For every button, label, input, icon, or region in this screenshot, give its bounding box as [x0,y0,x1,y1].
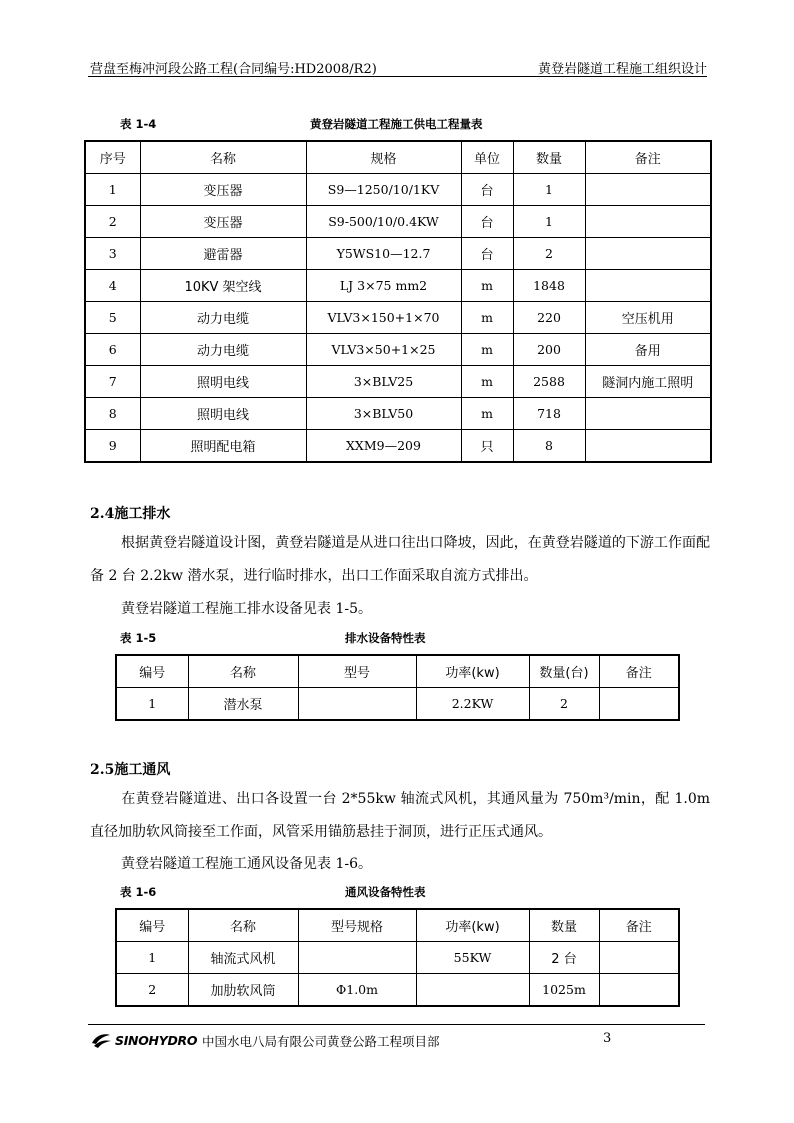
table-cell: 照明电线 [140,366,306,398]
table-cell: 动力电缆 [140,334,306,366]
drainage-paragraph [90,527,710,593]
paragraph-text: 黄登岩隧道工程施工通风设备见表 1-6。 [121,856,372,872]
col-header: 规格 [306,141,461,174]
table-cell: m [461,366,513,398]
drainage-reference-paragraph [90,593,710,626]
table-row [85,334,711,366]
table-cell: m [461,302,513,334]
table-cell: 台 [461,206,513,238]
table-cell: m [461,270,513,302]
table-header-row [85,141,711,174]
table-cell: 220 [513,302,585,334]
section-number: 2.4 [90,506,115,522]
table-cell: 1 [85,174,140,206]
table-cell: 照明电线 [140,398,306,430]
table-cell: 8 [85,398,140,430]
table-cell: 备用 [585,334,711,366]
table-cell [585,238,711,270]
table-row [85,174,711,206]
power-supply-table [84,140,712,463]
ventilation-reference-paragraph [90,848,710,881]
paragraph-text: 黄登岩隧道工程施工排水设备见表 1-5。 [121,601,372,617]
table-cell [585,270,711,302]
table-row [116,942,679,974]
table-cell [585,430,711,463]
table-row [85,302,711,334]
drainage-equipment-table [115,654,680,721]
table-cell: 变压器 [140,206,306,238]
table-cell: S9-500/10/0.4KW [306,206,461,238]
col-header: 数量 [529,909,599,942]
table-row [85,430,711,463]
table-cell: 4 [85,270,140,302]
table-header-row [116,909,679,942]
table-cell [298,688,416,721]
table-cell: 3 [85,238,140,270]
table4-label: 表 1-4 [120,117,157,131]
col-header: 备注 [599,655,679,688]
col-header: 编号 [116,909,188,942]
col-header: 名称 [140,141,306,174]
table-cell: 200 [513,334,585,366]
table-cell [585,398,711,430]
footer-divider [88,1024,705,1025]
table-cell: 空压机用 [585,302,711,334]
table-cell: 1 [116,942,188,974]
table6-title: 通风设备特性表 [345,885,426,899]
header-divider [88,76,707,77]
table-cell: 只 [461,430,513,463]
sinohydro-logo [90,1030,200,1050]
table-cell: 2 [529,688,599,721]
table-cell [599,974,679,1007]
table-cell: XXM9—209 [306,430,461,463]
table-cell: 台 [461,238,513,270]
ventilation-paragraph [90,783,710,849]
table-cell: 2 [513,238,585,270]
table-row [116,688,679,721]
table-cell: m [461,398,513,430]
col-header: 型号 [298,655,416,688]
col-header: 功率(kw) [416,655,529,688]
table-cell: 10KV 架空线 [140,270,306,302]
table-row [85,366,711,398]
table-cell: 6 [85,334,140,366]
col-header: 名称 [188,655,298,688]
table-cell: S9—1250/10/1KV [306,174,461,206]
col-header: 编号 [116,655,188,688]
logo-wordmark: SINOHYDRO [115,1032,198,1048]
table-cell: 加肋软风筒 [188,974,298,1007]
table-cell: 1 [116,688,188,721]
table-cell: 隧洞内施工照明 [585,366,711,398]
table-cell: Y5WS10—12.7 [306,238,461,270]
table-cell: 1848 [513,270,585,302]
table-header-row [116,655,679,688]
table-cell: m [461,334,513,366]
table-cell: VLV3×50+1×25 [306,334,461,366]
table-cell: VLV3×150+1×70 [306,302,461,334]
paragraph-text: 在黄登岩隧道进、出口各设置一台 2*55kw 轴流式风机，其通风量为 750m³/min，配 1.0m 直径加肋软风筒接至工作面，风管采用锚筋悬挂于洞顶，进行正压式通风。 [90,791,710,840]
table-cell: 2.2KW [416,688,529,721]
table-row [85,270,711,302]
section-heading-drainage [90,503,170,523]
table-cell: 3×BLV25 [306,366,461,398]
table-cell: 55KW [416,942,529,974]
table5-label: 表 1-5 [120,631,157,645]
table4-title: 黄登岩隧道工程施工供电工程量表 [310,117,483,131]
header-project-title: 营盘至梅冲河段公路工程(合同编号:HD2008/R2) [90,62,377,77]
col-header: 名称 [188,909,298,942]
table5-title: 排水设备特性表 [345,631,426,645]
table-cell: 台 [461,174,513,206]
col-header: 备注 [599,909,679,942]
table-cell: 避雷器 [140,238,306,270]
header-document-title: 黄登岩隧道工程施工组织设计 [537,62,707,77]
table-cell: 轴流式风机 [188,942,298,974]
table-cell: 动力电缆 [140,302,306,334]
col-header: 备注 [585,141,711,174]
footer-organization: 中国水电八局有限公司黄登公路工程项目部 [202,1034,440,1049]
col-header: 单位 [461,141,513,174]
table-row [85,238,711,270]
col-header: 功率(kw) [416,909,529,942]
table-cell: 5 [85,302,140,334]
section-heading-ventilation [90,759,170,779]
table-cell: 1 [513,174,585,206]
paragraph-text: 根据黄登岩隧道设计图，黄登岩隧道是从进口往出口降坡，因此，在黄登岩隧道的下游工作面配备 2 台 2.2kw 潜水泵，进行临时排水，出口工作面采取自流方式排出。 [90,535,710,584]
table-cell: 变压器 [140,174,306,206]
table-cell: 8 [513,430,585,463]
col-header: 型号规格 [298,909,416,942]
section-title: 施工排水 [114,506,171,522]
table-cell [585,174,711,206]
table-cell: 7 [85,366,140,398]
col-header: 数量(台) [529,655,599,688]
table-cell: LJ 3×75 mm2 [306,270,461,302]
sinohydro-emblem-icon [90,1031,112,1049]
table-cell: 2 台 [529,942,599,974]
table-cell: 潜水泵 [188,688,298,721]
table-cell: 照明配电箱 [140,430,306,463]
table-cell: 1 [513,206,585,238]
table-cell: 9 [85,430,140,463]
col-header: 数量 [513,141,585,174]
ventilation-equipment-table [115,908,680,1007]
table-row [85,206,711,238]
table-cell: 2 [116,974,188,1007]
table-cell: 2588 [513,366,585,398]
table-row [116,974,679,1007]
table-cell [416,974,529,1007]
table-cell [599,942,679,974]
table-cell: 2 [85,206,140,238]
table-cell: 1025m [529,974,599,1007]
section-title: 施工通风 [114,762,171,778]
table-cell [599,688,679,721]
table-cell: 718 [513,398,585,430]
table-cell [585,206,711,238]
section-number: 2.5 [90,762,115,778]
page-number: 3 [603,1031,612,1046]
table-cell: Φ1.0m [298,974,416,1007]
table6-label: 表 1-6 [120,885,157,899]
table-cell [298,942,416,974]
table-row [85,398,711,430]
table-cell: 3×BLV50 [306,398,461,430]
col-header: 序号 [85,141,140,174]
